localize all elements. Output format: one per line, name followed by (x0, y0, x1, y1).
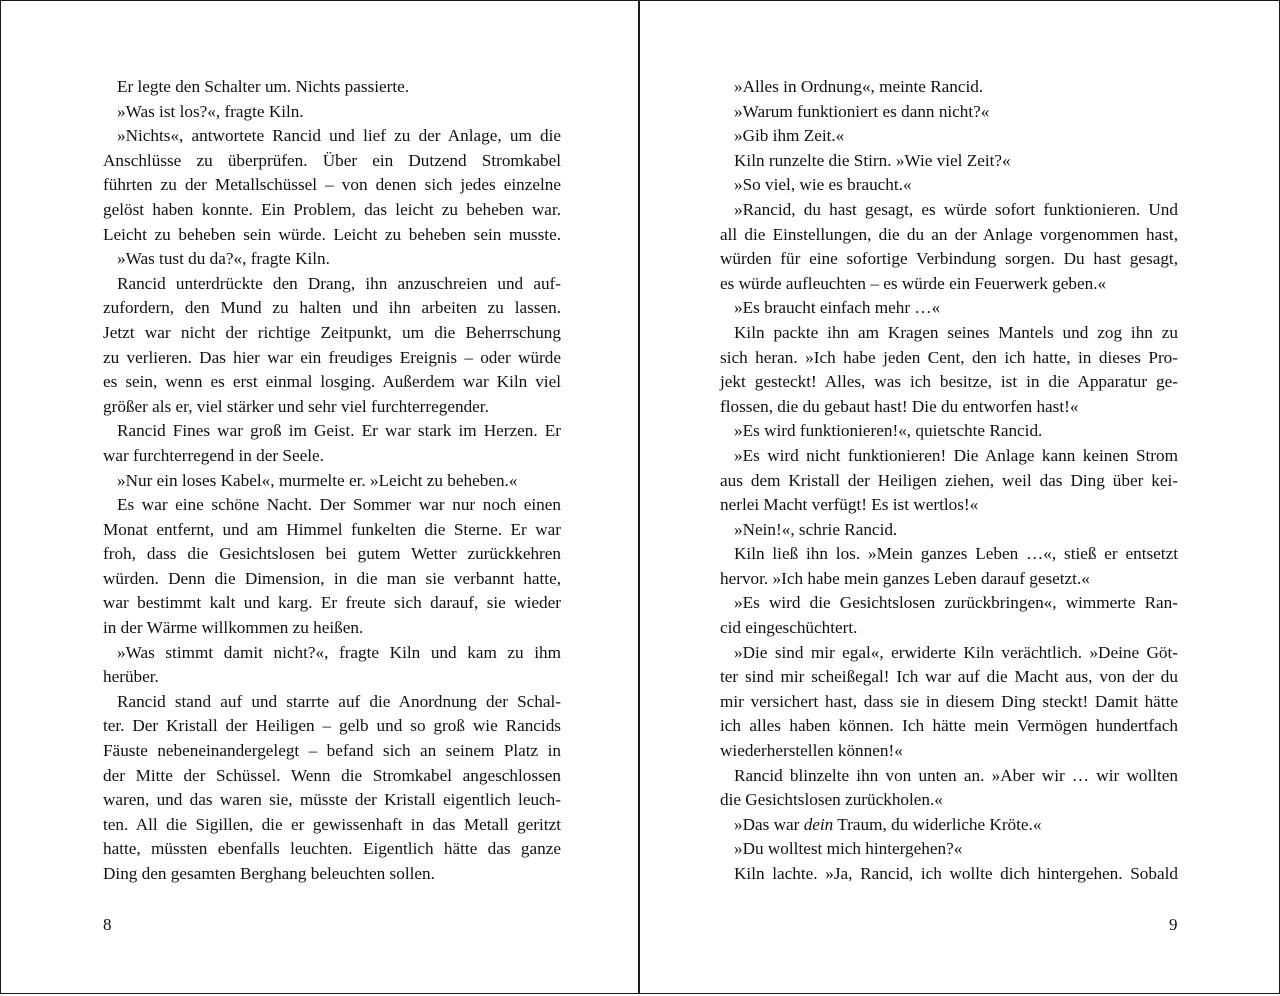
text-line: größer als er, viel stärker und sehr viel furchterregender. (103, 396, 489, 416)
text-line: Rancid Fines war groß im Geist. Er war stark im Herzen. Er (117, 421, 561, 441)
text-fragment: Traum, du widerliche Kröte.« (837, 814, 1042, 834)
text-line: »Alles in Ordnung«, meinte Rancid. (734, 77, 984, 96)
text-line: wiederherstellen können!« (720, 741, 903, 761)
text-line: »Nichts«, antwortete Rancid und lief zu der Anlage, um die (117, 126, 561, 146)
text-line: froh, dass die Gesichtslosen bei gutem Wetter zurückkehren (103, 544, 561, 564)
text-line: hervor. »Ich habe mein ganzes Leben darauf gesetzt.« (720, 568, 1090, 588)
text-line: »Es braucht einfach mehr …« (734, 298, 941, 318)
text-line: herüber. (103, 667, 159, 687)
text-line: Rancid stand auf und starrte auf die Anordnung der Schal- (117, 691, 561, 711)
text-line: Monat entfernt, und am Himmel funkelten die Sterne. Er war (103, 519, 561, 539)
text-line: Kiln runzelte die Stirn. »Wie viel Zeit?« (734, 150, 1011, 170)
text-line: Leicht zu beheben sein würde. Leicht zu beheben sein musste. (103, 224, 561, 244)
text-line: würden für eine sofortige Verbindung sorgen. Du hast gesagt, (720, 249, 1178, 269)
text-line: mir versichert hast, dass sie in diesem Ding steckt! Damit hätte (720, 691, 1178, 711)
text-line: »Was stimmt damit nicht?«, fragte Kiln und kam zu ihm (117, 642, 561, 662)
text-line: Er legte den Schalter um. Nichts passierte. (117, 77, 410, 96)
text-line: »Rancid, du hast gesagt, es würde sofort funktionieren. Und (734, 199, 1178, 219)
text-line: waren, und das waren sie, müsste der Kristall eigentlich leuch- (103, 790, 561, 810)
text-line: Fäuste nebeneinandergelegt – befand sich an seinem Platz in (103, 741, 561, 761)
text-line: »Es wird funktionieren!«, quietschte Rancid. (734, 421, 1043, 441)
emphasis-word: dein (803, 814, 834, 834)
text-line (720, 813, 1178, 838)
text-line: flossen, die du gebaut hast! Die du entworfen hast!« (720, 396, 1079, 416)
page-number: 9 (1169, 915, 1178, 934)
right-page-text (720, 75, 1178, 887)
text-line: es würde aufleuchten – es würde ein Feuerwerk geben.« (720, 273, 1107, 293)
text-line: hatte, müssten ebenfalls leuchten. Eigentlich hätte das ganze (103, 839, 561, 859)
text-line: ter. Der Kristall der Heiligen – gelb und so groß wie Rancids (103, 716, 561, 736)
text-line: »Es wird nicht funktionieren! Die Anlage kann keinen Strom (734, 445, 1178, 465)
text-line: ten. All die Sigillen, die er gewissenhaft in das Metall geritzt (103, 814, 561, 834)
text-line: die Gesichtslosen zurückholen.« (720, 790, 943, 810)
text-line: »Du wolltest mich hintergehen?« (734, 839, 963, 859)
text-line: »Gib ihm Zeit.« (734, 126, 845, 146)
text-line: »Nein!«, schrie Rancid. (734, 519, 898, 539)
text-line: Ding den gesamten Berghang beleuchten sollen. (103, 864, 435, 883)
text-line: Rancid blinzelte ihn von unten an. »Aber wir … wir wollten (734, 765, 1178, 785)
right-page (639, 0, 1280, 994)
text-line: cid eingeschüchtert. (720, 618, 858, 638)
text-line: Es war eine schöne Nacht. Der Sommer war nur noch einen (117, 495, 561, 515)
text-line: ich alles haben können. Ich hätte mein Vermögen hundertfach (720, 716, 1178, 736)
text-line: sich heran. »Ich habe jeden Cent, den ich hatte, in dieses Pro- (720, 347, 1178, 367)
text-line: ter sind mir scheißegal! Ich war auf die Macht aus, von der du (720, 667, 1178, 687)
text-line: »Es wird die Gesichtslosen zurückbringen«, wimmerte Ran- (734, 593, 1178, 613)
page-number: 8 (103, 915, 112, 934)
text-line: »Was tust du da?«, fragte Kiln. (117, 249, 330, 269)
text-line: Rancid unterdrückte den Drang, ihn anzuschreien und auf- (117, 273, 561, 293)
text-line: gelöst haben konnte. Ein Problem, das leicht zu beheben war. (103, 199, 561, 219)
text-line: »So viel, wie es braucht.« (734, 175, 912, 195)
text-line: Jetzt war nicht der richtige Zeitpunkt, um die Beherrschung (103, 322, 561, 342)
text-line: Kiln lachte. »Ja, Rancid, ich wollte dich hintergehen. Sobald (734, 864, 1178, 883)
text-line: führten zu der Metallschüssel – von denen sich jedes einzelne (103, 175, 561, 195)
text-line: war bestimmt kalt und karg. Er freute sich darauf, sie wieder (103, 593, 561, 613)
left-page-text (103, 75, 561, 887)
text-fragment: »Das war (734, 814, 800, 834)
text-line: »Nur ein loses Kabel«, murmelte er. »Leicht zu beheben.« (117, 470, 518, 490)
text-line: der Mitte der Schüssel. Wenn die Stromkabel angeschlossen (103, 765, 561, 785)
text-line: Kiln ließ ihn los. »Mein ganzes Leben …«, stieß er entsetzt (734, 544, 1178, 564)
text-line: nerlei Macht verfügt! Es ist wertlos!« (720, 495, 979, 515)
text-line: »Die sind mir egal«, erwiderte Kiln verächtlich. »Deine Göt- (734, 642, 1178, 662)
text-line: zu verlieren. Das hier war ein freudiges Ereignis – oder würde (103, 347, 561, 367)
text-line: Anschlüsse zu überprüfen. Über ein Dutzend Stromkabel (103, 150, 561, 170)
left-page (0, 0, 639, 994)
text-line: »Warum funktioniert es dann nicht?« (734, 101, 990, 121)
text-line: in der Wärme willkommen zu heißen. (103, 618, 364, 638)
text-line: war furchterregend in der Seele. (103, 445, 324, 465)
text-line: würden. Denn die Dimension, in die man sie verbannt hatte, (103, 568, 561, 588)
text-line: es sein, wenn es erst einmal losging. Außerdem war Kiln viel (103, 372, 561, 392)
text-line: all die Einstellungen, die du an der Anlage vorgenommen hast, (720, 224, 1178, 244)
text-line: aus dem Kristall der Heiligen ziehen, weil das Ding über kei- (720, 470, 1178, 490)
text-line: »Was ist los?«, fragte Kiln. (117, 101, 304, 121)
text-line: zufordern, den Mund zu halten und ihn arbeiten zu lassen. (103, 298, 561, 318)
text-line: jekt gesteckt! Alles, was ich besitze, ist in die Apparatur ge- (720, 372, 1178, 392)
text-line: Kiln packte ihn am Kragen seines Mantels und zog ihn zu (734, 322, 1178, 342)
